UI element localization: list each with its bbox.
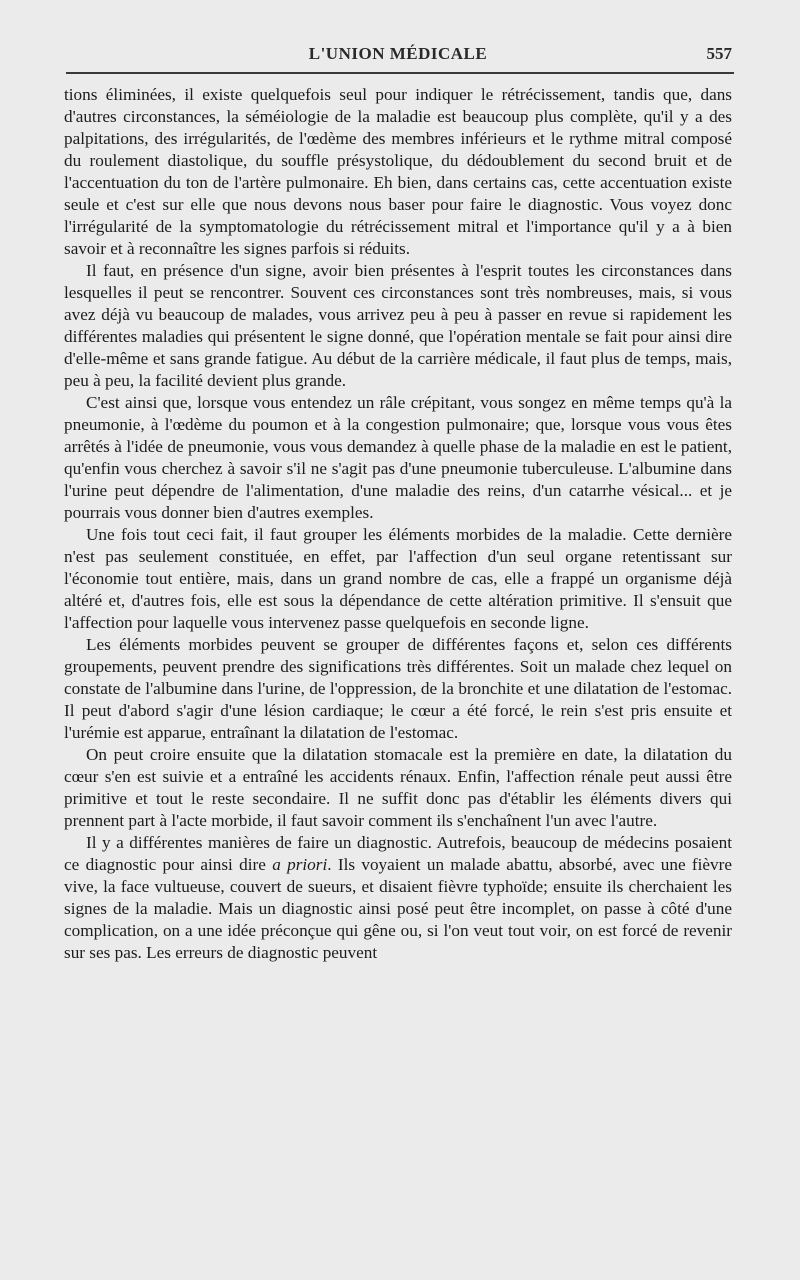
page-number: 557 bbox=[706, 44, 732, 63]
paragraph-4: Une fois tout ceci fait, il faut grouper les éléments morbides de la maladie. Cette dernière n'est pas seulement constituée, en effet, par l'affection d'un seul organe retentissant sur l'économie tout entière, mais, dans un grand nombre de cas, elle a frappé un organisme déjà altéré et, d'autres fois, elle est sous la dépendance de cette altération primitive. Il s'ensuit que l'affection pour laquelle vous intervenez passe quelquefois en seconde ligne. bbox=[64, 525, 732, 632]
running-title: L'UNION MÉDICALE bbox=[308, 44, 488, 63]
running-header bbox=[64, 44, 732, 70]
paragraph-5: Les éléments morbides peuvent se grouper de différentes façons et, selon ces différents groupements, peuvent prendre des significations très différentes. Soit un malade chez lequel on constate de l'albumine dans l'urine, de l'oppression, de la bronchite et une dilatation de l'estomac. Il peut d'abord s'agir d'une lésion cardiaque; le cœur a été forcé, le rein s'est pris ensuite et l'urémie est apparue, entraînant la dilatation de l'estomac. bbox=[64, 635, 732, 742]
italic-phrase: a priori bbox=[272, 855, 328, 874]
header-rule bbox=[66, 72, 734, 74]
paragraph-7 bbox=[64, 832, 732, 964]
article-body bbox=[64, 84, 732, 964]
paragraph-2: Il faut, en présence d'un signe, avoir bien présentes à l'esprit toutes les circonstances dans lesquelles il peut se rencontrer. Souvent ces circonstances sont très nombreuses, mais, si vous avez déjà vu beaucoup de malades, vous arrivez peu à peu à passer en revue si rapidement les différentes maladies qui présentent le signe donné, que l'opération mentale se fait pour ainsi dire d'elle-même et sans grande fatigue. Au début de la carrière médicale, il faut plus de temps, mais, peu à peu, la facilité devient plus grande. bbox=[64, 261, 732, 390]
paragraph-3: C'est ainsi que, lorsque vous entendez un râle crépitant, vous songez en même temps qu'à la pneumonie, à l'œdème du poumon et à la congestion pulmonaire; que, lorsque vous vous êtes arrêtés à l'idée de pneumonie, vous vous demandez à quelle phase de la maladie en est le patient, qu'enfin vous cherchez à savoir s'il ne s'agit pas d'une pneumonie tuberculeuse. L'albumine dans l'urine peut dépendre de l'alimentation, d'une maladie des reins, d'un catarrhe vésical... et je pourrais vous donner bien d'autres exemples. bbox=[64, 393, 732, 522]
paragraph-1: tions éliminées, il existe quelquefois seul pour indiquer le rétrécissement, tandis que, dans d'autres circonstances, la séméiologie de la maladie est beaucoup plus complète, qu'il y a des palpitations, des irrégularités, de l'œdème des membres inférieurs et le rythme mitral composé du roulement diastolique, du souffle présystolique, du dédoublement du second bruit et de l'accentuation du ton de l'artère pulmonaire. Eh bien, dans certains cas, cette accentuation existe seule et c'est sur elle que nous devons nous baser pour faire le diagnostic. Vous voyez donc l'irrégularité de la symptomatologie du rétrécissement mitral et l'importance qu'il y a à bien savoir et à reconnaître les signes parfois si réduits. bbox=[64, 85, 732, 258]
paragraph-7-start: Il y a différentes manières de faire un diagnostic. Autrefois, beaucoup de médecins posaient ce diagnostic pour ainsi dire bbox=[64, 833, 732, 874]
paragraph-7-end: . Ils voyaient un malade abattu, absorbé, avec une fièvre vive, la face vultueuse, couvert de sueurs, et disaient fièvre typhoïde; ensuite ils cherchaient les signes de la maladie. Mais un diagnostic ainsi posé peut être incomplet, on passe à côté d'une complication, on a une idée préconçue qui gêne ou, si l'on veut tout voir, on est forcé de revenir sur ses pas. Les erreurs de diagnostic peuvent bbox=[64, 855, 732, 962]
paragraph-6: On peut croire ensuite que la dilatation stomacale est la première en date, la dilatation du cœur s'en est suivie et a entraîné les accidents rénaux. Enfin, l'affection rénale peut aussi être primitive et tout le reste secondaire. Il ne suffit donc pas d'établir les éléments divers qui prennent part à l'acte morbide, il faut savoir comment ils s'enchaînent l'un avec l'autre. bbox=[64, 745, 732, 830]
